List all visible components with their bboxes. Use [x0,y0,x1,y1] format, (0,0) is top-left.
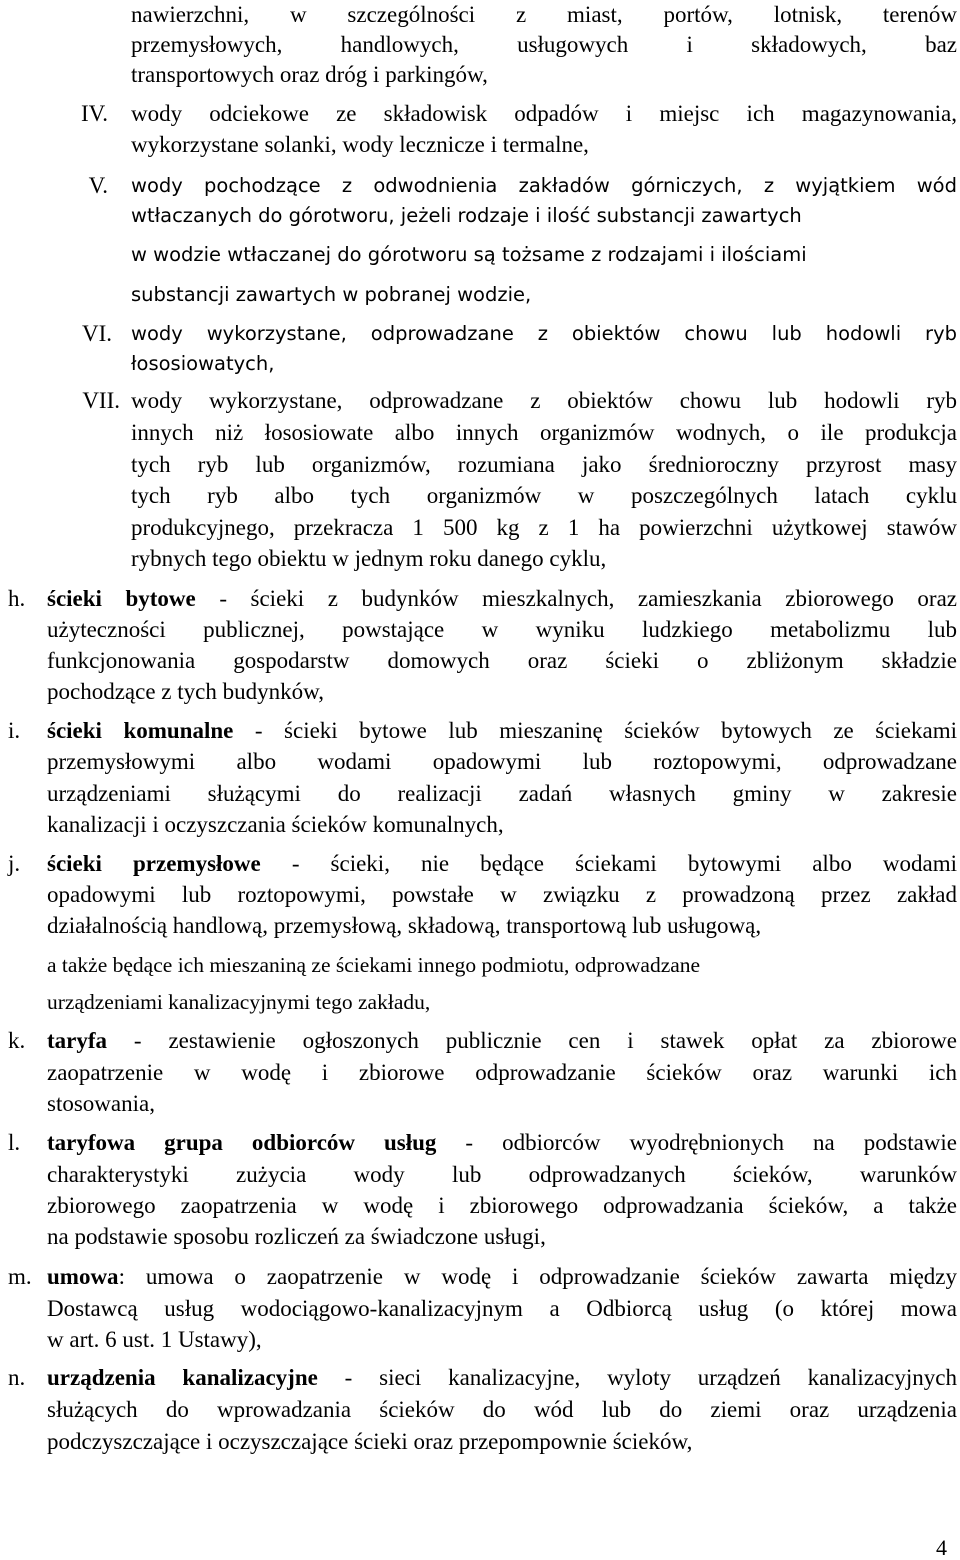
text-line: urządzeniami służącymi do realizacji zadań własnych gminy w zakresie [47,781,957,806]
text-line: podczyszczające i oczyszczające ścieki oraz przepompownie ścieków, [47,1429,693,1454]
text-line: na podstawie sposobu rozliczeń za świadczone usługi, [47,1224,546,1249]
text-line: urządzeniami kanalizacyjnymi tego zakładu, [47,990,431,1014]
list-marker: IV. [80,101,108,126]
text-line: rybnych tego obiektu w jednym roku danego cyklu, [131,546,607,571]
text-line: zaopatrzenie w wodę i zbiorowe odprowadzanie ścieków oraz warunki ich [47,1060,957,1085]
text-line: stosowania, [47,1091,155,1116]
text-line: a także będące ich mieszaniną ze ściekami innego podmiotu, odprowadzane [47,953,701,977]
list-marker: h. [8,586,26,611]
defined-term: ścieki komunalne [47,718,234,743]
list-marker: k. [8,1028,26,1053]
definition-text: - sieci kanalizacyjne, wyloty urządzeń kanalizacyjnych [317,1365,957,1390]
definition-text: - zestawienie ogłoszonych publicznie cen i stawek opłat za zbiorowe [107,1028,957,1053]
defined-term: umowa [47,1264,119,1289]
text-line: tych ryb albo tych organizmów w poszczególnych latach cyklu [131,483,957,508]
list-marker: VI. [81,321,112,346]
defined-term: taryfowa grupa odbiorców usług [47,1130,437,1155]
text-line: wody pochodzące z odwodnienia zakładów górniczych, z wyjątkiem wód [131,174,957,197]
list-marker: i. [8,718,21,743]
definition-line [47,1262,957,1292]
definition-line [47,584,957,614]
text-line: w wodzie wtłaczanej do górotworu są tożsame z rodzajami i ilościami [131,243,807,266]
text-line: tych ryb lub organizmów, rozumiana jako średnioroczny przyrost masy [131,452,957,477]
text-line: przemysłowych, handlowych, usługowych i składowych, baz [131,32,957,57]
text-line: przemysłowymi albo wodami opadowymi lub roztopowymi, odprowadzane [47,749,957,774]
list-marker: n. [8,1365,26,1390]
definition-text: - ścieki, nie będące ściekami bytowymi albo wodami [260,851,957,876]
definition-line [47,1128,957,1158]
text-line: wody wykorzystane, odprowadzane z obiektów chowu lub hodowli ryb [131,322,957,345]
text-line: nawierzchni, w szczególności z miast, portów, lotnisk, terenów [131,2,957,27]
definition-text: - ścieki bytowe lub mieszaninę ścieków bytowych ze ściekami [233,718,957,743]
text-line: służących do wprowadzania ścieków do wód lub do ziemi oraz urządzenia [47,1397,957,1422]
defined-term: urządzenia kanalizacyjne [47,1365,318,1390]
text-line: wody wykorzystane, odprowadzane z obiektów chowu lub hodowli ryb [131,388,957,413]
definition-text: - ścieki z budynków mieszkalnych, zamieszkania zbiorowego oraz [195,586,957,611]
text-line: w art. 6 ust. 1 Ustawy), [47,1327,262,1352]
text-line: wykorzystane solanki, wody lecznicze i termalne, [131,132,589,157]
definition-line [47,716,957,746]
list-marker: m. [8,1264,32,1289]
text-line: wody odciekowe ze składowisk odpadów i miejsc ich magazynowania, [131,101,957,126]
definition-text: - odbiorców wyodrębnionych na podstawie [436,1130,957,1155]
text-line: funkcjonowania gospodarstw domowych oraz ścieki o zbliżonym składzie [47,648,957,673]
text-line: substancji zawartych w pobranej wodzie, [131,283,532,306]
text-line: łososiowatych, [131,352,275,375]
text-line: pochodzące z tych budynków, [47,679,324,704]
text-line: Dostawcą usług wodociągowo-kanalizacyjnym a Odbiorcą usług (o której mowa [47,1296,957,1321]
definition-line [47,1026,957,1056]
list-marker: VII. [82,388,120,413]
text-line: użyteczności publicznej, powstające w wyniku ludzkiego metabolizmu lub [47,617,957,642]
definition-text: : umowa o zaopatrzenie w wodę i odprowadzanie ścieków zawarta między [118,1264,957,1289]
text-line: zbiorowego zaopatrzenia w wodę i zbiorowego odprowadzania ścieków, a także [47,1193,957,1218]
text-line: kanalizacji i oczyszczania ścieków komunalnych, [47,812,504,837]
defined-term: ścieki przemysłowe [47,851,261,876]
definition-line [47,849,957,879]
text-line: produkcyjnego, przekracza 1 500 kg z 1 ha powierzchni użytkowej stawów [131,515,957,540]
list-marker: l. [8,1130,21,1155]
text-line: innych niż łososiowate albo innych organizmów wodnych, o ile produkcja [131,420,957,445]
text-line: wtłaczanych do górotworu, jeżeli rodzaje i ilość substancji zawartych [131,204,802,227]
defined-term: ścieki bytowe [47,586,196,611]
text-line: działalnością handlową, przemysłową, składową, transportową lub usługową, [47,913,762,938]
page-number: 4 [936,1535,947,1560]
text-line: opadowymi lub roztopowymi, powstałe w związku z prowadzoną przez zakład [47,882,957,907]
list-marker: V. [88,173,108,198]
text-line: transportowych oraz dróg i parkingów, [131,62,488,87]
defined-term: taryfa [47,1028,108,1053]
definition-line [47,1363,957,1393]
list-marker: j. [8,851,21,876]
text-line: charakterystyki zużycia wody lub odprowadzanych ścieków, warunków [47,1162,957,1187]
